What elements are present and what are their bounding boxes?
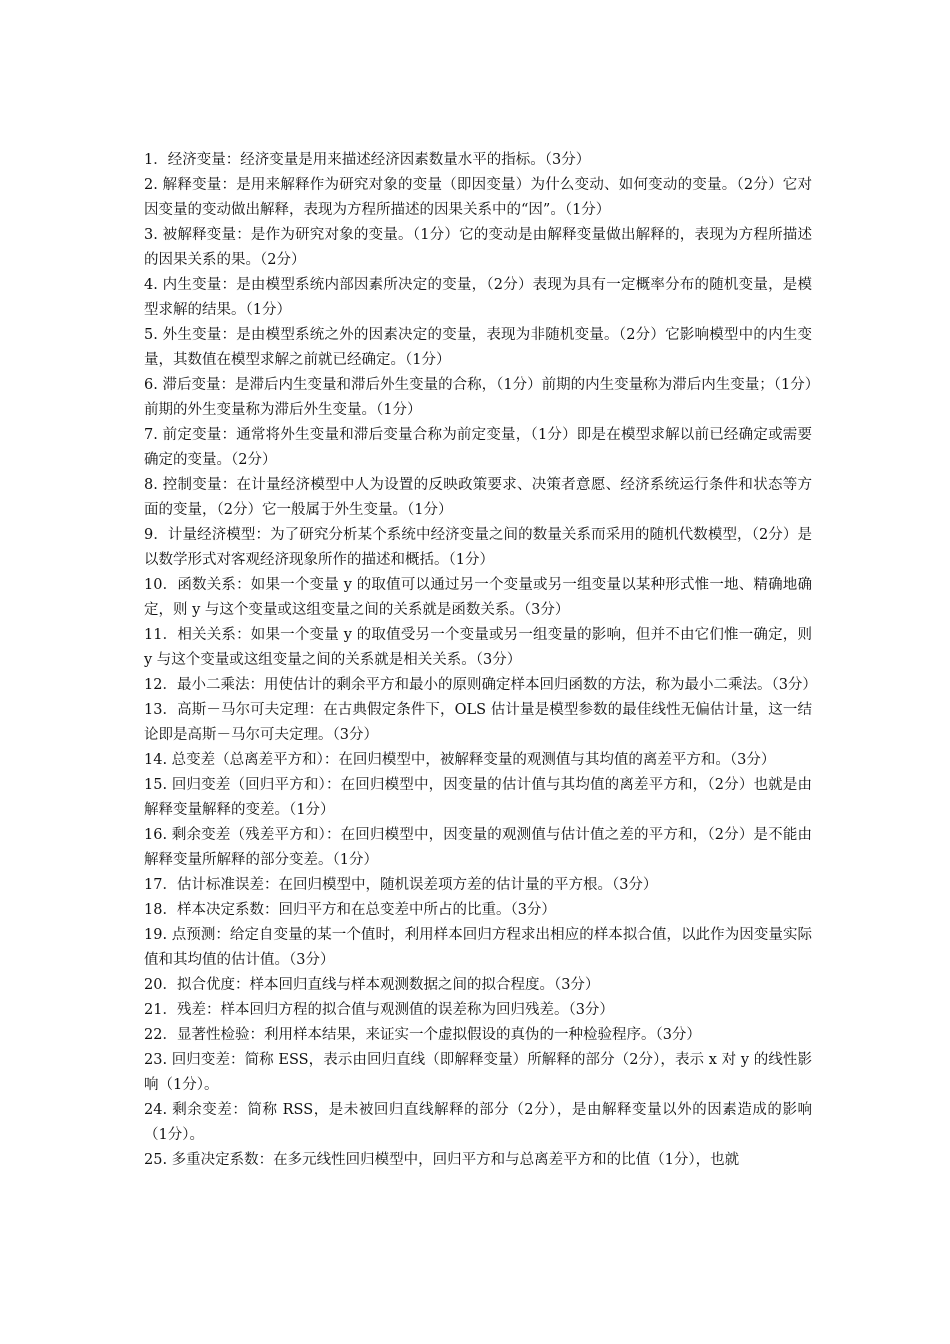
document-body [144, 148, 817, 1173]
definition-item: 1．经济变量：经济变量是用来描述经济因素数量水平的指标。（3分） [144, 152, 591, 168]
definition-item: 19. 点预测：给定自变量的某一个值时，利用样本回归方程求出相应的样本拟合值，以此作为因变量实际值和其均值的估计值。（3分） [144, 927, 812, 968]
definition-item: 25. 多重决定系数：在多元线性回归模型中，回归平方和与总离差平方和的比值（1分），也就 [144, 1152, 740, 1168]
definition-item: 24. 剩余变差：简称 RSS，是未被回归直线解释的部分（2分），是由解释变量以外的因素造成的影响（1分）。 [144, 1102, 812, 1143]
definition-item: 16. 剩余变差（残差平方和）：在回归模型中，因变量的观测值与估计值之差的平方和，（2分）是不能由解释变量所解释的部分变差。（1分） [144, 827, 812, 868]
definition-item: 20．拟合优度：样本回归直线与样本观测数据之间的拟合程度。（3分） [144, 977, 600, 993]
definition-item: 14. 总变差（总离差平方和）：在回归模型中，被解释变量的观测值与其均值的离差平方和。（3分） [144, 752, 776, 768]
definition-item: 21．残差：样本回归方程的拟合值与观测值的误差称为回归残差。（3分） [144, 1002, 614, 1018]
definition-item: 9．计量经济模型：为了研究分析某个系统中经济变量之间的数量关系而采用的随机代数模型，（2分）是以数学形式对客观经济现象所作的描述和概括。（1分） [144, 527, 812, 568]
definition-item: 7. 前定变量：通常将外生变量和滞后变量合称为前定变量，（1分）即是在模型求解以前已经确定或需要确定的变量。（2分） [144, 427, 812, 468]
definition-item: 5. 外生变量：是由模型系统之外的因素决定的变量，表现为非随机变量。（2分）它影响模型中的内生变量，其数值在模型求解之前就已经确定。（1分） [144, 327, 812, 368]
definition-item: 12．最小二乘法：用使估计的剩余平方和最小的原则确定样本回归函数的方法，称为最小二乘法。（3分） [144, 677, 817, 693]
definition-item: 23. 回归变差：简称 ESS，表示由回归直线（即解释变量）所解释的部分（2分），表示 x 对 y 的线性影响（1分）。 [144, 1052, 812, 1093]
definition-item: 2. 解释变量：是用来解释作为研究对象的变量（即因变量）为什么变动、如何变动的变量。（2分）它对因变量的变动做出解释，表现为方程所描述的因果关系中的“因”。（1分） [144, 177, 812, 218]
definition-item: 11．相关关系：如果一个变量 y 的取值受另一个变量或另一组变量的影响，但并不由它们惟一确定，则 y 与这个变量或这组变量之间的关系就是相关关系。（3分） [144, 627, 812, 668]
definition-item: 4. 内生变量：是由模型系统内部因素所决定的变量，（2分）表现为具有一定概率分布的随机变量，是模型求解的结果。（1分） [144, 277, 812, 318]
definition-item: 8. 控制变量：在计量经济模型中人为设置的反映政策要求、决策者意愿、经济系统运行条件和状态等方面的变量，（2分）它一般属于外生变量。（1分） [144, 477, 812, 518]
definition-item: 13．高斯－马尔可夫定理：在古典假定条件下，OLS 估计量是模型参数的最佳线性无偏估计量，这一结论即是高斯－马尔可夫定理。（3分） [144, 702, 812, 743]
definition-item: 15. 回归变差（回归平方和）：在回归模型中，因变量的估计值与其均值的离差平方和，（2分）也就是由解释变量解释的变差。（1分） [144, 777, 812, 818]
definition-item: 6. 滞后变量：是滞后内生变量和滞后外生变量的合称，（1分）前期的内生变量称为滞后内生变量；（1分）前期的外生变量称为滞后外生变量。（1分） [144, 377, 812, 418]
definition-item: 17．估计标准误差：在回归模型中，随机误差项方差的估计量的平方根。（3分） [144, 877, 658, 893]
definition-item: 22．显著性检验：利用样本结果，来证实一个虚拟假设的真伪的一种检验程序。（3分） [144, 1027, 701, 1043]
definition-item: 10．函数关系：如果一个变量 y 的取值可以通过另一个变量或另一组变量以某种形式惟一地、精确地确定，则 y 与这个变量或这组变量之间的关系就是函数关系。（3分） [144, 577, 812, 618]
definition-item: 3. 被解释变量：是作为研究对象的变量。（1分）它的变动是由解释变量做出解释的，表现为方程所描述的因果关系的果。（2分） [144, 227, 812, 268]
definition-item: 18．样本决定系数：回归平方和在总变差中所占的比重。（3分） [144, 902, 556, 918]
